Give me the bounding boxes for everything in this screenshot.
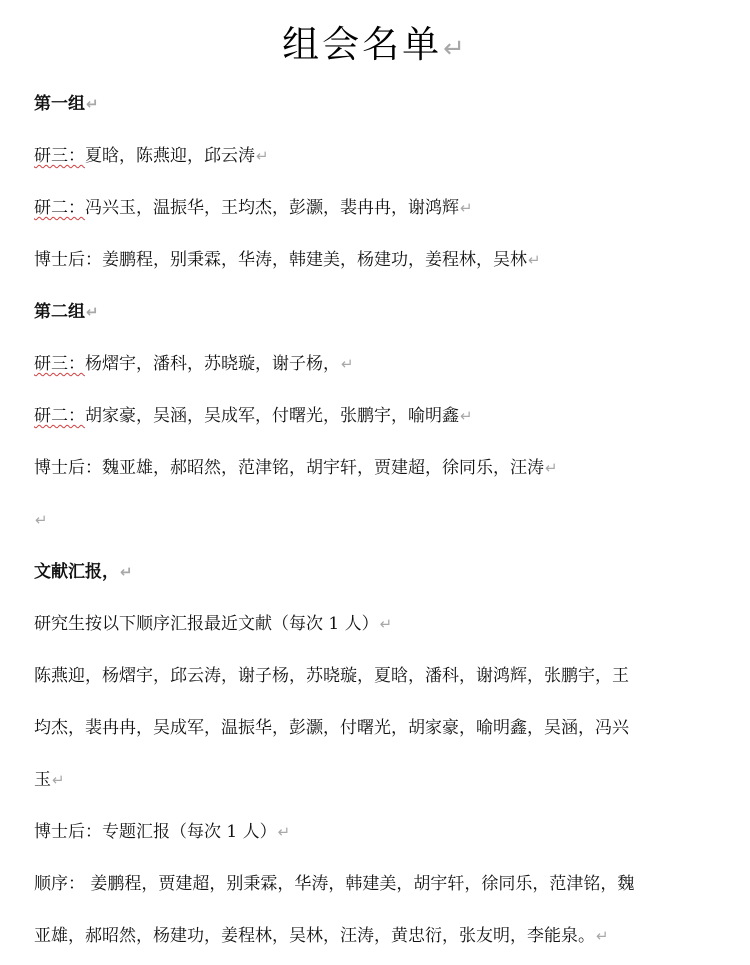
paragraph-mark-icon: ↵: [443, 34, 468, 64]
group-2-heading: 第二组↵: [34, 302, 99, 322]
postdoc-order-line-1: 顺序： 姜鹏程，贾建超，别秉霖，华涛，韩建美，胡宇轩，徐同乐，范津铭，魏: [34, 874, 635, 894]
row-label: 研三：: [34, 146, 85, 166]
row-names: 胡家豪，吴涵，吴成军，付曙光，张鹏宇，喻明鑫: [85, 406, 459, 426]
literature-intro: 研究生按以下顺序汇报最近文献（每次 1 人）↵: [34, 614, 393, 634]
group-1-heading: 第一组↵: [34, 94, 99, 114]
row-names: 杨熠宇，潘科，苏晓璇，谢子杨，: [85, 354, 340, 374]
literature-heading: 文献汇报，↵: [34, 562, 133, 582]
paragraph-mark-icon: ↵: [379, 615, 393, 633]
group-1-row-3: [34, 249, 541, 271]
group-2-row-2: [34, 405, 473, 427]
paragraph-mark-icon: ↵: [277, 823, 291, 841]
postdoc-order-line-2: 亚雄，郝昭然，杨建功，姜程林，吴林，汪涛，黄忠衍，张友明，李能泉。↵: [34, 926, 609, 946]
row-names: 魏亚雄，郝昭然，范津铭，胡宇轩，贾建超，徐同乐，汪涛: [102, 458, 544, 478]
empty-paragraph: [34, 509, 48, 531]
row-names: 姜鹏程，别秉霖，华涛，韩建美，杨建功，姜程林，吴林: [102, 250, 527, 270]
row-label: 研二：: [34, 406, 85, 426]
paragraph-mark-icon: ↵: [86, 303, 99, 321]
paragraph-mark-icon: ↵: [596, 927, 609, 945]
paragraph-mark-icon: ↵: [341, 355, 354, 373]
paragraph-mark-icon: ↵: [256, 147, 269, 165]
row-names: 夏晗，陈燕迎，邱云涛: [85, 146, 255, 166]
paragraph-mark-icon: ↵: [52, 771, 65, 789]
group-1-row-1: [34, 145, 269, 167]
page-title: [0, 14, 750, 68]
row-label: 博士后：: [34, 458, 102, 478]
row-label: 研二：: [34, 198, 85, 218]
row-label: 博士后：: [34, 250, 102, 270]
group-2-row-1: [34, 353, 354, 375]
paragraph-mark-icon: ↵: [460, 407, 473, 425]
paragraph-mark-icon: ↵: [86, 95, 99, 113]
row-names: 冯兴玉，温振华，王均杰，彭灏，裴冉冉，谢鸿辉: [85, 198, 459, 218]
paragraph-mark-icon: ↵: [545, 459, 558, 477]
literature-order-line-1: 陈燕迎，杨熠宇，邱云涛，谢子杨，苏晓璇，夏晗，潘科，谢鸿辉，张鹏宇，王: [34, 666, 629, 686]
postdoc-intro: 博士后：专题汇报（每次 1 人）↵: [34, 822, 291, 842]
paragraph-mark-icon: ↵: [35, 511, 48, 529]
paragraph-mark-icon: ↵: [528, 251, 541, 269]
paragraph-mark-icon: ↵: [120, 563, 133, 581]
paragraph-mark-icon: ↵: [460, 199, 473, 217]
literature-order-line-2: 均杰，裴冉冉，吴成军，温振华，彭灏，付曙光，胡家豪，喻明鑫，吴涵，冯兴: [34, 718, 629, 738]
row-label: 研三：: [34, 354, 85, 374]
group-2-row-3: [34, 457, 558, 479]
literature-order-line-3: 玉↵: [34, 770, 65, 790]
title-text: 组会名单: [282, 23, 443, 66]
group-1-row-2: [34, 197, 473, 219]
